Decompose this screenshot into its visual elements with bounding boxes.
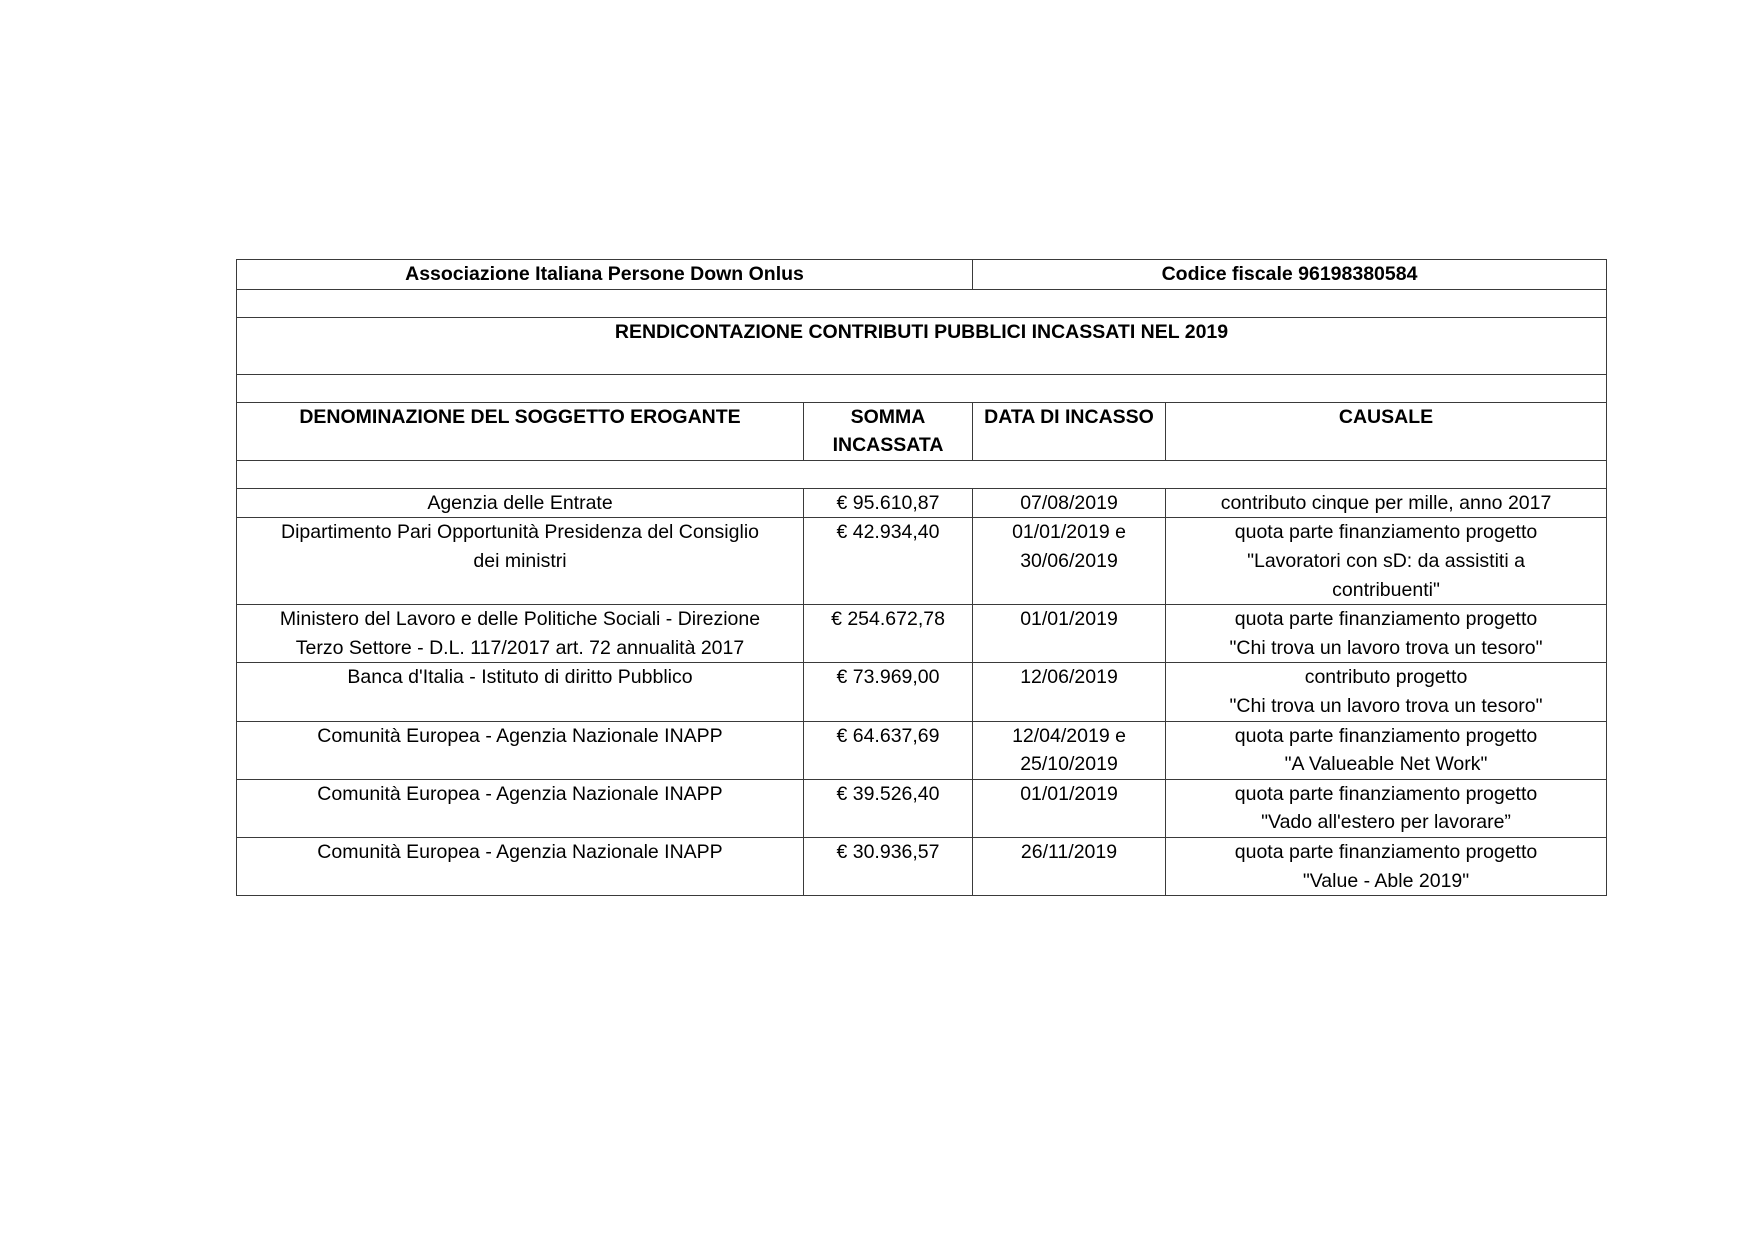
date-cell	[973, 663, 1166, 721]
column-header-date: DATA DI INCASSO	[973, 402, 1166, 460]
blank-cell	[237, 374, 1607, 402]
date-cell-line: 30/06/2019	[1020, 549, 1118, 572]
date-cell	[973, 779, 1166, 837]
reason-cell-line: quota parte finanziamento progetto	[1234, 521, 1538, 544]
reason-cell-line: quota parte finanziamento progetto	[1234, 840, 1538, 863]
entity-cell-line: Terzo Settore - D.L. 117/2017 art. 72 annualità 2017	[295, 636, 745, 659]
entity-cell-line: Comunità Europea - Agenzia Nazionale INAPP	[317, 724, 723, 747]
reason-cell-line: quota parte finanziamento progetto	[1234, 724, 1538, 747]
column-header-entity: DENOMINAZIONE DEL SOGGETTO EROGANTE	[237, 402, 804, 460]
organization-name: Associazione Italiana Persone Down Onlus	[237, 260, 973, 290]
table-row	[237, 518, 1607, 605]
entity-cell	[237, 837, 804, 895]
entity-cell-line: Agenzia delle Entrate	[427, 491, 613, 514]
header-row-organization	[237, 260, 1607, 290]
reason-cell-line: "Lavoratori con sD: da assistiti a	[1247, 549, 1525, 572]
table-row	[237, 721, 1607, 779]
entity-cell-line: Comunità Europea - Agenzia Nazionale INAPP	[317, 782, 723, 805]
table-row	[237, 488, 1607, 518]
reason-cell-line: "Vado all'estero per lavorare”	[1261, 811, 1511, 834]
date-cell	[973, 488, 1166, 518]
reason-cell-line: "Chi trova un lavoro trova un tesoro"	[1229, 636, 1543, 659]
date-cell-line: 12/06/2019	[1020, 666, 1118, 689]
reason-cell	[1166, 721, 1607, 779]
date-cell	[973, 518, 1166, 605]
reason-cell-line: "Chi trova un lavoro trova un tesoro"	[1229, 694, 1543, 717]
amount-cell: € 254.672,78	[804, 605, 973, 663]
blank-cell	[237, 460, 1607, 488]
amount-cell: € 73.969,00	[804, 663, 973, 721]
amount-cell: € 64.637,69	[804, 721, 973, 779]
column-header-amount	[804, 402, 973, 460]
entity-cell	[237, 663, 804, 721]
date-cell-line: 01/01/2019	[1020, 608, 1118, 631]
table-row	[237, 605, 1607, 663]
reason-cell	[1166, 663, 1607, 721]
column-header-reason: CAUSALE	[1166, 402, 1607, 460]
reason-cell-line: contributo progetto	[1304, 666, 1468, 689]
contributions-table	[236, 259, 1607, 896]
date-cell-line: 26/11/2019	[1020, 840, 1118, 863]
amount-cell: € 39.526,40	[804, 779, 973, 837]
table-row	[237, 663, 1607, 721]
reason-cell	[1166, 837, 1607, 895]
blank-cell	[237, 289, 1607, 317]
entity-cell	[237, 518, 804, 605]
date-cell-line: 25/10/2019	[1020, 753, 1118, 776]
date-cell-line: 01/01/2019 e	[1012, 521, 1126, 544]
title-row	[237, 317, 1607, 374]
column-header-amount-line2: INCASSATA	[832, 434, 944, 457]
date-cell-line: 07/08/2019	[1020, 491, 1118, 514]
blank-row	[237, 460, 1607, 488]
reason-cell-line: contribuenti"	[1332, 578, 1440, 601]
entity-cell-line: dei ministri	[473, 549, 567, 572]
reason-cell	[1166, 605, 1607, 663]
table-row	[237, 779, 1607, 837]
entity-cell	[237, 605, 804, 663]
document-title: RENDICONTAZIONE CONTRIBUTI PUBBLICI INCASSATI NEL 2019	[237, 317, 1607, 374]
reason-cell	[1166, 779, 1607, 837]
reason-cell	[1166, 488, 1607, 518]
tax-code: Codice fiscale 96198380584	[973, 260, 1607, 290]
reason-cell	[1166, 518, 1607, 605]
reason-cell-line: quota parte finanziamento progetto	[1234, 782, 1538, 805]
amount-cell: € 42.934,40	[804, 518, 973, 605]
column-header-row	[237, 402, 1607, 460]
entity-cell-line: Comunità Europea - Agenzia Nazionale INAPP	[317, 840, 723, 863]
table-row	[237, 837, 1607, 895]
amount-cell: € 30.936,57	[804, 837, 973, 895]
blank-row	[237, 374, 1607, 402]
entity-cell	[237, 779, 804, 837]
column-header-amount-line1: SOMMA	[850, 405, 926, 428]
date-cell	[973, 605, 1166, 663]
reason-cell-line: "Value - Able 2019"	[1302, 869, 1470, 892]
date-cell	[973, 721, 1166, 779]
blank-row	[237, 289, 1607, 317]
date-cell-line: 01/01/2019	[1020, 782, 1118, 805]
entity-cell	[237, 721, 804, 779]
reason-cell-line: "A Valueable Net Work"	[1284, 753, 1488, 776]
date-cell	[973, 837, 1166, 895]
amount-cell: € 95.610,87	[804, 488, 973, 518]
entity-cell-line: Dipartimento Pari Opportunità Presidenza del Consiglio	[281, 521, 759, 544]
reason-cell-line: contributo cinque per mille, anno 2017	[1220, 491, 1552, 514]
date-cell-line: 12/04/2019 e	[1012, 724, 1126, 747]
reason-cell-line: quota parte finanziamento progetto	[1234, 608, 1538, 631]
entity-cell-line: Banca d'Italia - Istituto di diritto Pubblico	[347, 666, 693, 689]
entity-cell	[237, 488, 804, 518]
entity-cell-line: Ministero del Lavoro e delle Politiche Sociali - Direzione	[279, 608, 761, 631]
